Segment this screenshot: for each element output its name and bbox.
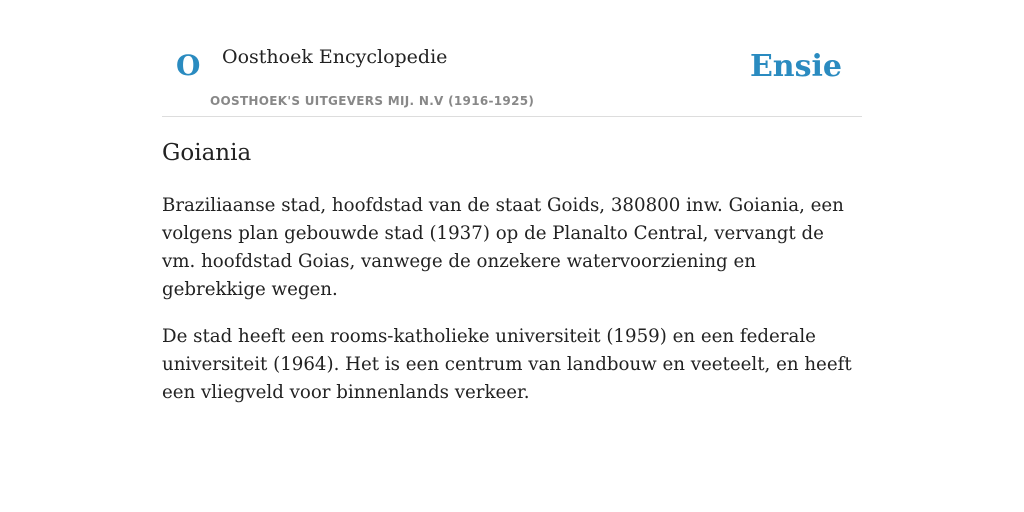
source-logo[interactable]: O: [176, 49, 201, 82]
page: [162, 0, 862, 403]
source-subtitle: OOSTHOEK'S UITGEVERS MIJ. N.V (1916-1925): [210, 94, 535, 108]
entry-title: Goiania: [162, 140, 252, 166]
entry-paragraph: De stad heeft een rooms-katholieke universiteit (1959) en een federale universiteit (1964). Het is een centrum van landbouw en veeteelt, en heeft een vliegveld voor binnenlands verkeer.: [162, 326, 852, 403]
entry-paragraph: Braziliaanse stad, hoofdstad van de staat Goids, 380800 inw. Goiania, een volgens plan gebouwde stad (1937) op de Planalto Central, vervangt de vm. hoofdstad Goias, vanwege de onzekere watervoorziening en gebrekkige wegen.: [162, 195, 844, 300]
brand-logo[interactable]: Ensie: [749, 49, 842, 84]
entry-body: [162, 192, 862, 426]
source-title[interactable]: Oosthoek Encyclopedie: [222, 46, 448, 68]
source-header: [162, 0, 862, 117]
